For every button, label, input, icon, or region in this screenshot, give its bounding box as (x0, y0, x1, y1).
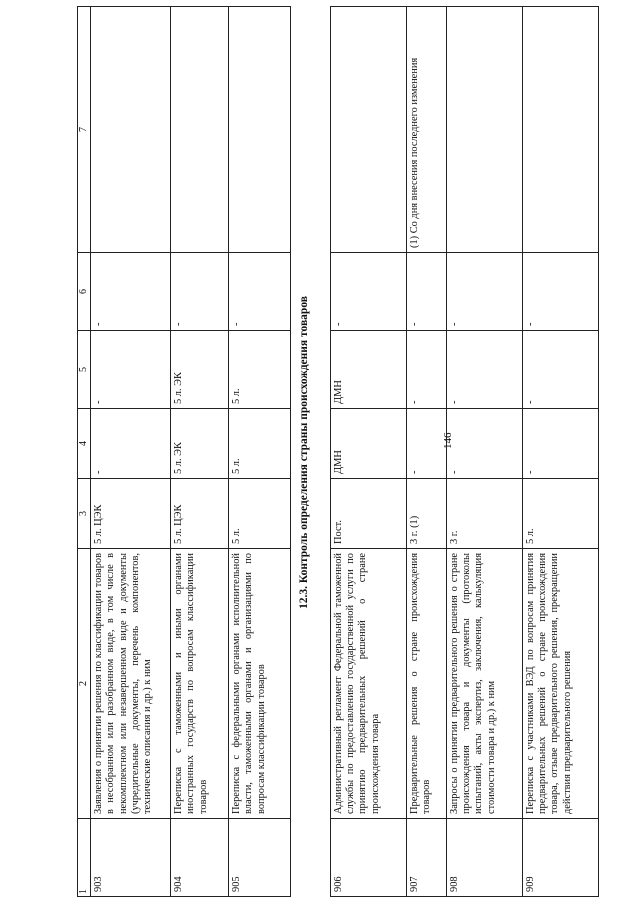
col-header: 7 (78, 7, 91, 253)
cell-col5: - (407, 331, 447, 409)
col-header: 4 (78, 409, 91, 479)
cell-note (171, 7, 229, 253)
row-number: 904 (171, 819, 229, 897)
cell-col5: 5 л. (229, 331, 291, 409)
retention-table-origin (330, 6, 599, 897)
cell-note: (1) Со дня внесения последнего изменения (407, 7, 447, 253)
cell-col4: - (407, 409, 447, 479)
row-description: Переписка с участниками ВЭД по вопросам принятия предварительных решений о стране происхождения товара, отзыве предварительного решения, прекращении действия предварительного решения (523, 549, 599, 819)
cell-col4: - (447, 409, 523, 479)
cell-note (447, 7, 523, 253)
cell-col4: - (523, 409, 599, 479)
retention-period: 5 л. (229, 479, 291, 549)
cell-note (91, 7, 171, 253)
row-number: 909 (523, 819, 599, 897)
cell-col6: - (229, 253, 291, 331)
cell-col6: - (331, 253, 407, 331)
retention-period: Пост. (331, 479, 407, 549)
cell-col4: 5 л. ЭК (171, 409, 229, 479)
row-description: Переписка с таможенными и иными органами иностранных государств по вопросам классификации товаров (171, 549, 229, 819)
table-row (407, 7, 447, 897)
cell-col6: - (407, 253, 447, 331)
table-row (447, 7, 523, 897)
cell-col6: - (171, 253, 229, 331)
col-header: 6 (78, 253, 91, 331)
table-row (331, 7, 407, 897)
cell-col5: - (523, 331, 599, 409)
retention-period: 3 г. (447, 479, 523, 549)
col-header: 3 (78, 479, 91, 549)
cell-col4: - (91, 409, 171, 479)
row-description: Предварительные решения о стране происхождения товаров (407, 549, 447, 819)
cell-col6: - (523, 253, 599, 331)
table-row (523, 7, 599, 897)
cell-note (229, 7, 291, 253)
col-header: 1 (78, 819, 91, 897)
row-number: 908 (447, 819, 523, 897)
cell-note (331, 7, 407, 253)
cell-col4: ДМН (331, 409, 407, 479)
retention-period: 5 л. ЦЭК (91, 479, 171, 549)
cell-col4: 5 л. (229, 409, 291, 479)
col-header: 5 (78, 331, 91, 409)
column-header-row (78, 7, 91, 897)
row-description: Переписка с федеральными органами исполнительной власти, таможенными органами и организациями по вопросам классификации товаров (229, 549, 291, 819)
page-number: 146 (442, 432, 454, 449)
col-header: 2 (78, 549, 91, 819)
row-number: 903 (91, 819, 171, 897)
cell-col6: - (91, 253, 171, 331)
row-description: Заявления о принятии решения по классификации товаров в несобранном или разобранном виде, в том числе в некомплектном или незавершенном виде и документы (учредительные документы, перечень компонентов, технические описания и др.) к ним (91, 549, 171, 819)
cell-col5: - (91, 331, 171, 409)
row-number: 907 (407, 819, 447, 897)
table-row (171, 7, 229, 897)
row-number: 906 (331, 819, 407, 897)
cell-col5: 5 л. ЭК (171, 331, 229, 409)
cell-col6: - (447, 253, 523, 331)
section-title: 12.3. Контроль определения страны происхождения товаров (298, 296, 310, 610)
table-row (229, 7, 291, 897)
table-row (91, 7, 171, 897)
cell-col5: ДМН (331, 331, 407, 409)
retention-period: 5 л. (523, 479, 599, 549)
retention-period: 3 г. (1) (407, 479, 447, 549)
retention-table-classification (77, 6, 291, 897)
cell-note (523, 7, 599, 253)
row-description: Административный регламент Федеральной таможенной службы по предоставлению государственной услуги по принятию предварительных решений о стране происхождения товара (331, 549, 407, 819)
cell-col5: - (447, 331, 523, 409)
row-number: 905 (229, 819, 291, 897)
retention-period: 5 л. ЦЭК (171, 479, 229, 549)
row-description: Запросы о принятии предварительного решения о стране происхождения товара и документы (протоколы испытаний, акты экспертиз, заключения, калькуляция стоимости товара и др.) к ним (447, 549, 523, 819)
